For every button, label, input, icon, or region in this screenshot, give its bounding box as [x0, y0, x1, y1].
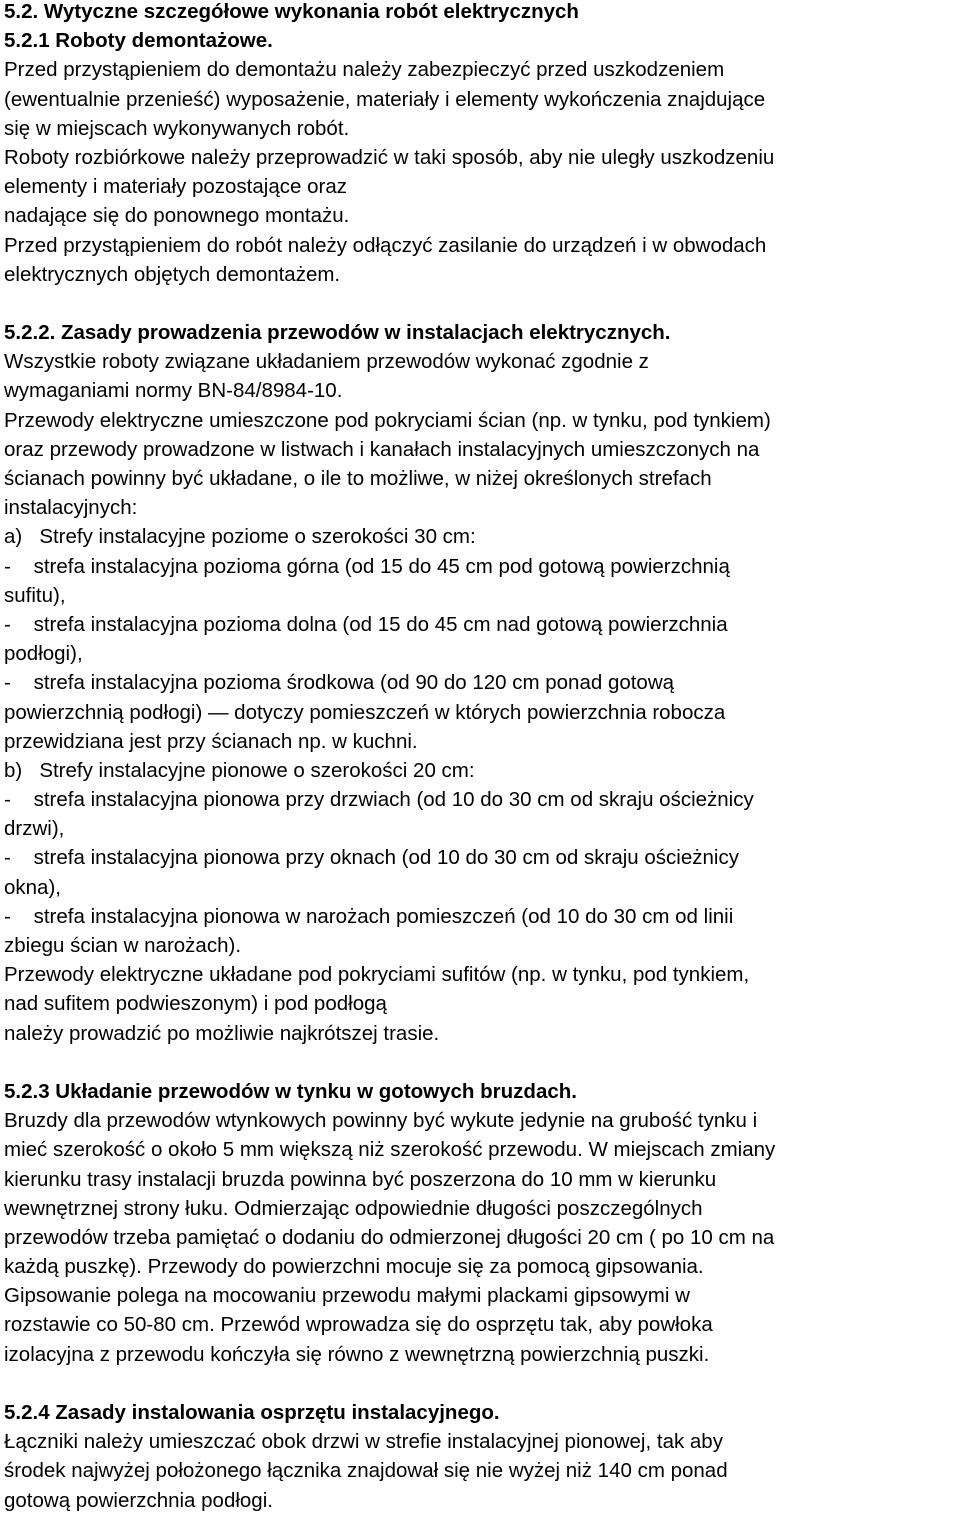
blank-line	[4, 1048, 960, 1077]
text-line: okna),	[4, 875, 61, 899]
section-heading: 5.2.3 Układanie przewodów w tynku w gotowych bruzdach.	[4, 1079, 577, 1103]
text-line: nadające się do ponownego montażu.	[4, 204, 350, 228]
text-line: - strefa instalacyjna pozioma górna (od 15 do 45 cm pod gotową powierzchnią	[4, 554, 730, 578]
text-line: powierzchnią podłogi) ― dotyczy pomieszczeń w których powierzchnia robocza	[4, 700, 726, 724]
text-line: gotową powierzchnia podłogi.	[4, 1488, 273, 1512]
text-line: Łączniki należy umieszczać obok drzwi w strefie instalacyjnej pionowej, tak aby	[4, 1430, 723, 1454]
text-line: - strefa instalacyjna pionowa przy oknach (od 10 do 30 cm od skraju ościeżnicy	[4, 846, 739, 870]
text-line: izolacyjna z przewodu kończyła się równo z wewnętrzną powierzchnią puszki.	[4, 1342, 710, 1366]
text-line: Bruzdy dla przewodów wtynkowych powinny być wykute jedynie na grubość tynku i	[4, 1109, 758, 1133]
text-line: przewodów trzeba pamiętać o dodaniu do odmierzonej długości 20 cm ( po 10 cm na	[4, 1225, 775, 1249]
text-line: należy prowadzić po możliwie najkrótszej trasie.	[4, 1021, 440, 1045]
text-line: b) Strefy instalacyjne pionowe o szerokości 20 cm:	[4, 758, 475, 782]
text-line: kierunku trasy instalacji bruzda powinna być poszerzona do 10 mm w kierunku	[4, 1167, 717, 1191]
text-line: - strefa instalacyjna pionowa w narożach pomieszczeń (od 10 do 30 cm od linii	[4, 904, 734, 928]
text-line: środek najwyżej położonego łącznika znajdował się nie wyżej niż 140 cm ponad	[4, 1459, 728, 1483]
text-line: Roboty rozbiórkowe należy przeprowadzić w taki sposób, aby nie uległy uszkodzeniu	[4, 145, 775, 169]
text-line: - strefa instalacyjna pozioma dolna (od 15 do 45 cm nad gotową powierzchnia	[4, 612, 728, 636]
section-heading: 5.2.1 Roboty demontażowe.	[4, 29, 273, 53]
text-line: oraz przewody prowadzone w listwach i kanałach instalacyjnych umieszczonych na	[4, 437, 760, 461]
text-line: każdą puszkę). Przewody do powierzchni mocuje się za pomocą gipsowania.	[4, 1255, 704, 1279]
text-line: - strefa instalacyjna pozioma środkowa (od 90 do 120 cm ponad gotową	[4, 671, 675, 695]
text-line: przewidziana jest przy ścianach np. w kuchni.	[4, 729, 418, 753]
text-line: wymaganiami normy BN-84/8984-10.	[4, 379, 343, 403]
text-line: rozstawie co 50-80 cm. Przewód wprowadza się do osprzętu tak, aby powłoka	[4, 1313, 713, 1337]
text-line: Wszystkie roboty związane układaniem przewodów wykonać zgodnie z	[4, 350, 649, 374]
blank-line	[4, 1369, 960, 1398]
text-line: instalacyjnych:	[4, 496, 138, 520]
section-heading: 5.2.2. Zasady prowadzenia przewodów w instalacjach elektrycznych.	[4, 321, 671, 345]
text-line: - strefa instalacyjna pionowa przy drzwiach (od 10 do 30 cm od skraju ościeżnicy	[4, 788, 754, 812]
text-line: Przed przystąpieniem do robót należy odłączyć zasilanie do urządzeń i w obwodach	[4, 233, 767, 257]
text-line: podłogi),	[4, 642, 83, 666]
text-line: elektrycznych objętych demontażem.	[4, 262, 341, 286]
document-body	[4, 0, 960, 1515]
text-line: nad sufitem podwieszonym) i pod podłogą	[4, 992, 387, 1016]
text-line: elementy i materiały pozostające oraz	[4, 175, 347, 199]
text-line: Przewody elektryczne układane pod pokryciami sufitów (np. w tynku, pod tynkiem,	[4, 963, 750, 987]
text-line: Gipsowanie polega na mocowaniu przewodu małymi plackami gipsowymi w	[4, 1284, 690, 1308]
text-line: wewnętrznej strony łuku. Odmierzając odpowiednie długości poszczególnych	[4, 1196, 703, 1220]
text-line: Przewody elektryczne umieszczone pod pokryciami ścian (np. w tynku, pod tynkiem)	[4, 408, 771, 432]
text-line: zbiegu ścian w narożach).	[4, 934, 242, 957]
section-heading: 5.2.4 Zasady instalowania osprzętu instalacyjnego.	[4, 1401, 500, 1424]
text-line: sufitu),	[4, 583, 66, 607]
text-line: (ewentualnie przenieść) wyposażenie, materiały i elementy wykończenia znajdujące	[4, 87, 766, 111]
text-line: się w miejscach wykonywanych robót.	[4, 116, 350, 140]
text-line: ścianach powinny być układane, o ile to możliwe, w niżej określonych strefach	[4, 467, 712, 490]
text-line: drzwi),	[4, 817, 65, 841]
text-line: a) Strefy instalacyjne poziome o szerokości 30 cm:	[4, 525, 476, 549]
text-line: Przed przystąpieniem do demontażu należy zabezpieczyć przed uszkodzeniem	[4, 58, 725, 82]
text-line: mieć szerokość o około 5 mm większą niż szerokość przewodu. W miejscach zmiany	[4, 1138, 776, 1162]
blank-line	[4, 289, 960, 318]
section-heading: 5.2. Wytyczne szczegółowe wykonania robót elektrycznych	[4, 0, 579, 23]
